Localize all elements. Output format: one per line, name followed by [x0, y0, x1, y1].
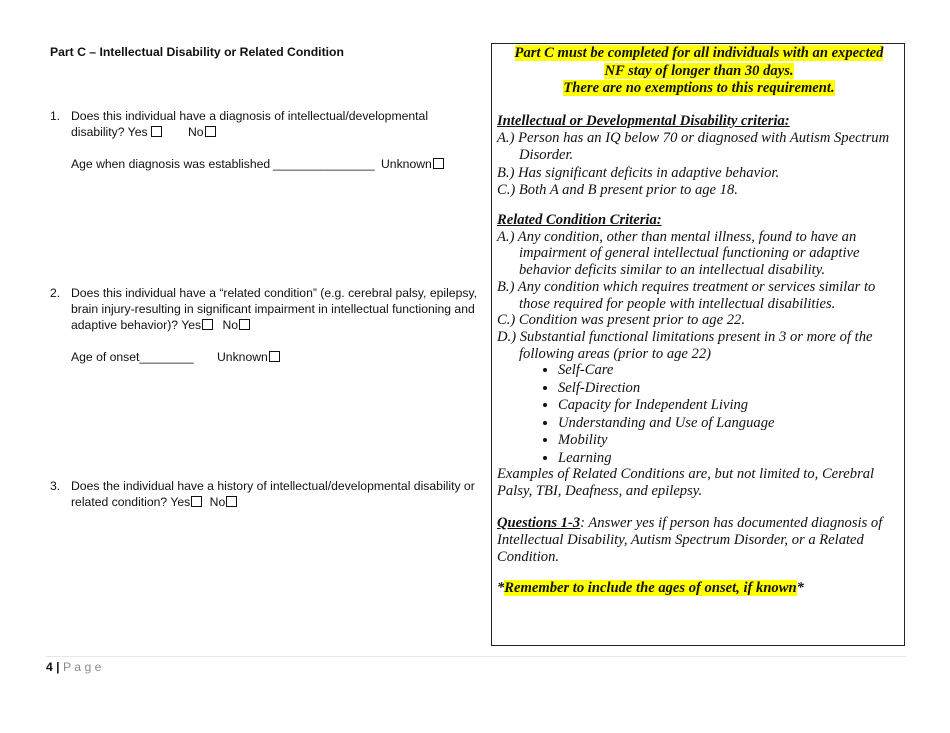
reminder-block [497, 580, 902, 597]
question-1-line1: Does this individual have a diagnosis of intellectual/developmental [71, 109, 429, 123]
question-2-yes-checkbox[interactable] [202, 319, 213, 330]
question-3-no-checkbox[interactable] [226, 496, 237, 507]
footer-rule [46, 656, 906, 657]
rc-criterion-b: B.) Any condition which requires treatment or services similar to [497, 278, 876, 295]
rc-criterion-a-cont1: impairment of general intellectual functioning or adaptive [519, 245, 860, 262]
question-1-no-label: No [188, 125, 204, 139]
question-2-age-row [71, 350, 194, 364]
area-mobility: • Mobility [558, 432, 906, 450]
question-1-line2 [71, 125, 162, 139]
area-independent-living: • Capacity for Independent Living [558, 397, 906, 415]
question-1-unknown-checkbox[interactable] [433, 158, 444, 169]
question-1-age-label: Age when diagnosis was established [71, 157, 271, 171]
question-1-unknown-label: Unknown [381, 157, 432, 171]
rc-criterion-b-cont: those required for people with intellectual disabilities. [519, 295, 836, 312]
area-language: • Understanding and Use of Language [558, 415, 906, 433]
rc-criterion-d: D.) Substantial functional limitations present in 3 or more of the [497, 328, 873, 345]
questions-text-1: : Answer yes if person has documented diagnosis of [580, 515, 883, 531]
reminder-star-left: * [497, 580, 505, 596]
question-1-unknown-option [381, 157, 444, 171]
question-2-no-label: No [222, 318, 239, 332]
idd-criterion-a: A.) Person has an IQ below 70 or diagnosed with Autism Spectrum [497, 130, 890, 147]
area-self-care: • Self-Care [558, 362, 906, 380]
idd-criterion-c: C.) Both A and B present prior to age 18. [497, 181, 738, 198]
area-learning: • Learning [558, 450, 906, 468]
examples-line-2: Palsy, TBI, Deafness, and epilepsy. [497, 483, 703, 499]
question-2-no-checkbox[interactable] [239, 319, 250, 330]
page-label: P a g e [62, 660, 102, 674]
question-1-number: 1. [50, 109, 61, 123]
question-3-no-label: No [209, 495, 226, 509]
idd-criterion-b: B.) Has significant deficits in adaptive behavior. [497, 164, 780, 181]
rc-criterion-a-cont2: behavior deficits similar to an intellectual disability. [519, 262, 826, 279]
question-1-yes-label: disability? Yes [71, 125, 148, 139]
question-2-unknown-option [217, 350, 280, 364]
criteria-panel [491, 43, 905, 646]
page-separator: | [56, 660, 60, 674]
question-3-line1: Does the individual have a history of intellectual/developmental disability or [71, 479, 475, 493]
rc-criterion-c: C.) Condition was present prior to age 22. [497, 312, 745, 329]
question-2-unknown-checkbox[interactable] [269, 351, 280, 362]
rc-criterion-a: A.) Any condition, other than mental illness, found to have an [497, 228, 857, 245]
question-2-line3 [71, 318, 250, 332]
questions-text-2: Intellectual Disability, Autism Spectrum Disorder, or a Related [497, 532, 864, 548]
reminder-star-right: * [796, 580, 804, 596]
question-2-age-label: Age of onset [71, 350, 140, 364]
question-1-yes-checkbox[interactable] [151, 126, 162, 137]
idd-criteria [497, 113, 902, 199]
examples-block [497, 466, 902, 500]
question-3-line2 [71, 495, 237, 509]
area-self-direction: • Self-Direction [558, 380, 906, 398]
section-title: Part C – Intellectual Disability or Related Condition [50, 45, 344, 59]
question-3-yes-checkbox[interactable] [191, 496, 202, 507]
functional-areas [492, 362, 906, 467]
question-2-line1: Does this individual have a “related condition” (e.g. cerebral palsy, epilepsy, [71, 286, 478, 300]
question-1-age-field[interactable]: _______________ [273, 157, 375, 171]
question-2-unknown-label: Unknown [217, 350, 268, 364]
idd-heading: Intellectual or Developmental Disability criteria: [497, 113, 790, 129]
notice-line-2: NF stay of longer than 30 days. [604, 62, 794, 79]
question-2-line2: brain injury-resulting in significant impairment in intellectual functioning and [71, 302, 475, 316]
question-3-number: 3. [50, 479, 61, 493]
question-2-number: 2. [50, 286, 61, 300]
question-2-age-field[interactable]: ________ [139, 350, 194, 364]
notice-block [492, 45, 906, 98]
reminder-text: Remember to include the ages of onset, if known [504, 580, 797, 596]
questions-note [497, 515, 902, 566]
notice-line-3: There are no exemptions to this requirement. [563, 80, 835, 96]
question-1-no-option [188, 125, 216, 139]
page-footer [46, 660, 101, 674]
questions-text-3: Condition. [497, 549, 560, 565]
question-2-yes-label: adaptive behavior)? Yes [71, 318, 202, 332]
rc-criterion-d-cont: following areas (prior to age 22) [519, 345, 712, 362]
notice-line-1: Part C must be completed for all individuals with an expected [514, 45, 884, 61]
question-1-no-checkbox[interactable] [205, 126, 216, 137]
related-condition-criteria [497, 212, 902, 362]
rc-heading: Related Condition Criteria: [497, 212, 662, 228]
examples-line-1: Examples of Related Conditions are, but not limited to, Cerebral [497, 466, 875, 482]
page-number: 4 [46, 660, 53, 674]
idd-criterion-a-cont: Disorder. [519, 147, 574, 164]
question-3-yes-label: related condition? Yes [71, 495, 191, 509]
questions-label: Questions 1-3 [497, 515, 581, 531]
